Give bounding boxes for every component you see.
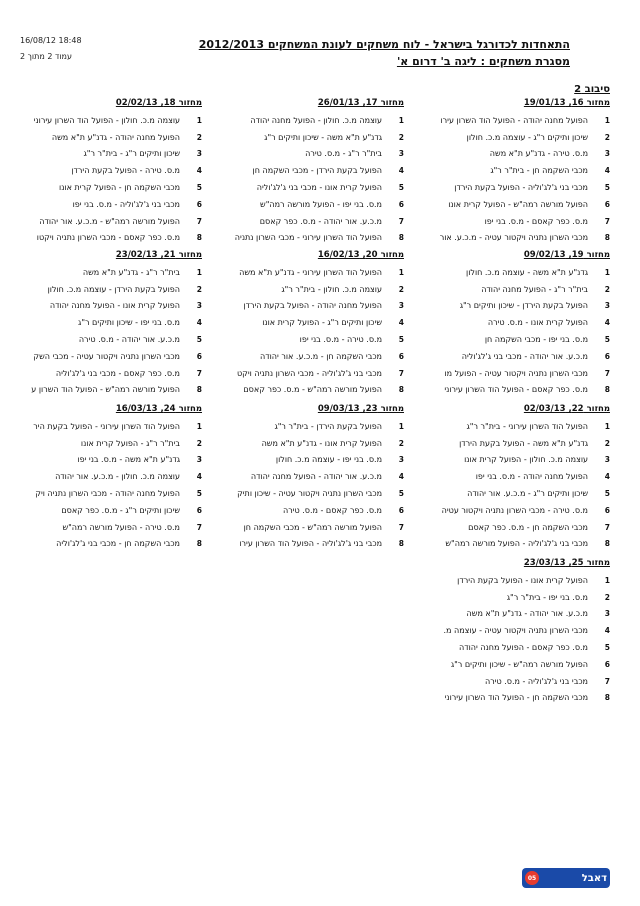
match-number: 8 — [604, 385, 610, 395]
round-block — [224, 98, 404, 246]
match-row — [22, 348, 202, 365]
match-teams: מ.ס. טירה - הפועל מורשה רמה"ש — [62, 522, 180, 532]
match-teams: גדנ"ע ת"א משה - שיכון ותיקים ר"ג — [264, 132, 382, 142]
match-number: 2 — [196, 284, 202, 294]
match-number: 1 — [604, 115, 610, 125]
match-row — [224, 485, 404, 502]
match-number: 7 — [196, 368, 202, 378]
match-row — [22, 452, 202, 469]
match-teams: הפועל קרית אונו - גדנ"ע ת"א משה — [261, 438, 382, 448]
print-date: 16/08/12 18:48 — [20, 36, 82, 45]
round-block — [22, 404, 202, 552]
match-number: 2 — [604, 592, 610, 602]
match-number: 8 — [604, 233, 610, 243]
match-number: 4 — [604, 626, 610, 636]
match-teams: בית"ר ר"ג - גדנ"ע ת"א משה — [82, 267, 180, 277]
match-number: 4 — [604, 166, 610, 176]
match-number: 5 — [398, 335, 404, 345]
match-teams: מ.ס. בני יפו - שיכון ותיקים ר"ג — [78, 318, 180, 328]
match-row — [224, 468, 404, 485]
match-teams: הפועל מחנה יהודה - הפועל בקעת הירדן — [243, 301, 382, 311]
match-row — [22, 365, 202, 382]
match-number: 8 — [196, 539, 202, 549]
match-number: 7 — [604, 522, 610, 532]
match-number: 2 — [604, 132, 610, 142]
match-teams: מ.כ.ע. אור יהודה - גדנ"ע ת"א משה — [466, 609, 588, 619]
round-header: מחזור 22, 02/03/13 — [523, 404, 610, 414]
match-teams: מכבי בני ג'לג'וליה - מ.ס. טירה — [484, 676, 588, 686]
match-teams: מכבי השקמה חן - מ.כ.ע. אור יהודה — [260, 351, 382, 361]
match-teams: הפועל הוד השרון עירוני - הפועל בקעת היר — [33, 421, 180, 431]
match-teams: הפועל מורשה רמה"ש - הפועל קרית אונו — [448, 199, 588, 209]
match-number: 1 — [604, 575, 610, 585]
match-row — [430, 365, 610, 382]
match-teams: מ.ס. כפר קאסם - מכבי בני ג'לג'וליה — [55, 368, 180, 378]
match-row — [430, 179, 610, 196]
match-row — [430, 213, 610, 230]
match-row — [224, 435, 404, 452]
match-row — [224, 348, 404, 365]
match-row — [22, 536, 202, 553]
match-number: 2 — [604, 438, 610, 448]
match-teams: מכבי השרון נתניה ויקטור עטיה - מ.כ.ע. אור — [439, 233, 588, 243]
match-number: 4 — [398, 318, 404, 328]
match-number: 7 — [398, 368, 404, 378]
match-number: 8 — [604, 539, 610, 549]
round-header: מחזור 21, 23/02/13 — [115, 250, 202, 260]
match-number: 4 — [604, 472, 610, 482]
match-row — [430, 418, 610, 435]
match-number: 7 — [398, 522, 404, 532]
match-number: 3 — [196, 455, 202, 465]
match-row — [430, 298, 610, 315]
match-row — [22, 196, 202, 213]
match-number: 1 — [398, 421, 404, 431]
match-teams: גדנ"ע ת"א משה - מ.ס. בני יפו — [77, 455, 180, 465]
match-number: 1 — [196, 421, 202, 431]
match-row — [224, 314, 404, 331]
match-teams: עוצמה מ.כ. חולון - הפועל הוד השרון עירוני — [33, 115, 180, 125]
match-row — [224, 281, 404, 298]
match-row — [430, 502, 610, 519]
match-row — [224, 519, 404, 536]
match-row — [224, 365, 404, 382]
match-number: 6 — [196, 351, 202, 361]
match-row — [430, 230, 610, 247]
match-number: 8 — [196, 233, 202, 243]
match-number: 7 — [604, 216, 610, 226]
match-number: 4 — [398, 472, 404, 482]
match-teams: בית"ר ר"ג - הפועל קרית אונו — [80, 438, 180, 448]
match-teams: מכבי בני ג'לג'וליה - הפועל בקעת הירדן — [454, 183, 588, 193]
match-number: 8 — [398, 233, 404, 243]
match-row — [224, 146, 404, 163]
match-row — [22, 435, 202, 452]
match-row — [430, 146, 610, 163]
match-row — [22, 382, 202, 399]
match-number: 5 — [604, 183, 610, 193]
match-number: 6 — [398, 505, 404, 515]
match-number: 8 — [398, 539, 404, 549]
match-teams: מ.ס. טירה - הפועל בקעת הירדן — [71, 166, 180, 176]
round-block — [22, 250, 202, 398]
match-teams: עוצמה מ.כ. חולון - בית"ר ר"ג — [281, 284, 382, 294]
match-row — [224, 452, 404, 469]
match-number: 5 — [604, 489, 610, 499]
match-number: 4 — [604, 318, 610, 328]
match-number: 6 — [196, 199, 202, 209]
match-row — [430, 112, 610, 129]
match-number: 2 — [398, 438, 404, 448]
match-number: 1 — [398, 267, 404, 277]
match-teams: הפועל הוד השרון עירוני - בית"ר ר"ג — [466, 421, 588, 431]
match-teams: מ.ס. טירה - מכבי השרון נתניה ויקטור עטיה — [441, 505, 588, 515]
ball-icon: 05 — [525, 871, 539, 885]
match-teams: מכבי השקמה חן - מכבי בני ג'לג'וליה — [56, 539, 180, 549]
match-row — [430, 622, 610, 639]
match-teams: הפועל בקעת הירדן - עוצמה מ.כ. חולון — [47, 284, 180, 294]
match-row — [430, 435, 610, 452]
match-number: 5 — [604, 335, 610, 345]
match-number: 1 — [398, 115, 404, 125]
match-number: 5 — [196, 489, 202, 499]
match-row — [22, 519, 202, 536]
match-teams: הפועל בקעת הירדן - מכבי השקמה חן — [252, 166, 382, 176]
match-teams: מ.ס. בני יפו - הפועל מורשה רמה"ש — [260, 199, 382, 209]
match-number: 2 — [196, 132, 202, 142]
match-number: 5 — [604, 643, 610, 653]
match-teams: הפועל מחנה יהודה - גדנ"ע ת"א משה — [51, 132, 180, 142]
match-row — [430, 485, 610, 502]
match-teams: מכבי השקמה חן - מ.ס. כפר קאסם — [468, 522, 588, 532]
site-logo — [522, 868, 610, 888]
match-teams: הפועל קרית אונו - הפועל מחנה יהודה — [49, 301, 180, 311]
match-teams: הפועל קרית אונו - מכבי בני ג'לג'וליה — [256, 183, 382, 193]
match-teams: הפועל מחנה יהודה - מ.ס. בני יפו — [475, 472, 588, 482]
match-row — [22, 331, 202, 348]
match-teams: מכבי בני ג'לג'וליה - מ.ס. בני יפו — [72, 199, 180, 209]
match-number: 6 — [604, 199, 610, 209]
match-row — [22, 502, 202, 519]
round-header: מחזור 19, 09/02/13 — [523, 250, 610, 260]
match-row — [22, 418, 202, 435]
match-teams: הפועל מורשה רמה"ש - מכבי השקמה חן — [243, 522, 382, 532]
match-number: 3 — [398, 301, 404, 311]
match-teams: הפועל בקעת הירדן - שיכון ותיקים ר"ג — [459, 301, 588, 311]
round-block — [224, 404, 404, 552]
match-teams: מכבי השקמה חן - הפועל הוד השרון עירוני — [444, 693, 588, 703]
match-teams: שיכון ותיקים ר"ג - מ.כ.ע. אור יהודה — [467, 489, 588, 499]
match-row — [430, 589, 610, 606]
match-teams: מכבי השקמה חן - הפועל קרית אונו — [59, 183, 180, 193]
match-teams: מכבי בני ג'לג'וליה - הפועל הוד השרון עירו — [239, 539, 382, 549]
match-teams: מ.ס. בני יפו - מכבי השקמה חן — [484, 335, 588, 345]
match-number: 7 — [196, 522, 202, 532]
match-teams: הפועל הוד השרון עירוני - גדנ"ע ת"א משה — [239, 267, 382, 277]
match-row — [22, 129, 202, 146]
match-row — [430, 572, 610, 589]
match-teams: הפועל מורשה רמה"ש - מ.כ.ע. אור יהודה — [39, 216, 180, 226]
match-teams: הפועל מחנה יהודה - מכבי השרון נתניה ויק — [35, 489, 180, 499]
match-teams: מ.ס. כפר קאסם - מכבי השרון נתניה ויקטו — [36, 233, 180, 243]
match-number: 4 — [196, 472, 202, 482]
round-header: מחזור 18, 02/02/13 — [115, 98, 202, 108]
match-teams: מ.ס. כפר קאסם - מ.ס. טירה — [282, 505, 382, 515]
match-row — [224, 418, 404, 435]
match-teams: מכבי בני ג'לג'וליה - מכבי השרון נתניה ויקט — [236, 368, 382, 378]
match-number: 3 — [398, 455, 404, 465]
match-number: 7 — [604, 676, 610, 686]
match-row — [430, 196, 610, 213]
match-row — [430, 129, 610, 146]
match-number: 2 — [398, 284, 404, 294]
match-row — [224, 162, 404, 179]
page-number: עמוד 2 מתוך 2 — [20, 52, 72, 61]
match-number: 6 — [196, 505, 202, 515]
match-teams: מכבי השקמה חן - בית"ר ר"ג — [490, 166, 588, 176]
match-teams: בית"ר ר"ג - מ.ס. טירה — [305, 149, 382, 159]
match-teams: שיכון ותיקים ר"ג - הפועל קרית אונו — [262, 318, 382, 328]
match-teams: מכבי השרון נתניה ויקטור עטיה - שיכון ותיק — [237, 489, 382, 499]
match-number: 2 — [604, 284, 610, 294]
match-row — [224, 213, 404, 230]
match-row — [430, 536, 610, 553]
match-teams: שיכון ותיקים ר"ג - מ.ס. כפר קאסם — [61, 505, 180, 515]
match-teams: עוצמה מ.כ. חולון - הפועל מחנה יהודה — [250, 115, 382, 125]
round-header: מחזור 23, 09/03/13 — [317, 404, 404, 414]
match-teams: מ.ס. כפר קאסם - הפועל הוד השרון עירוני — [444, 385, 588, 395]
match-number: 8 — [398, 385, 404, 395]
round-header: מחזור 20, 16/02/13 — [317, 250, 404, 260]
match-row — [22, 179, 202, 196]
match-number: 2 — [196, 438, 202, 448]
logo-text: דאבל — [581, 872, 607, 884]
match-number: 3 — [398, 149, 404, 159]
round-block — [224, 250, 404, 398]
match-number: 3 — [196, 301, 202, 311]
round-block — [430, 250, 610, 398]
page-title: התאחדות לכדורגל בישראל - לוח משחקים לעונת המשחקים 2012/2013 — [198, 38, 570, 51]
match-teams: הפועל מחנה יהודה - הפועל הוד השרון עירו — [440, 115, 588, 125]
match-row — [224, 196, 404, 213]
match-number: 8 — [604, 693, 610, 703]
match-row — [430, 452, 610, 469]
match-row — [22, 281, 202, 298]
match-number: 2 — [398, 132, 404, 142]
round-block — [430, 98, 610, 246]
match-teams: מ.ס. כפר קאסם - מ.ס. בני יפו — [484, 216, 588, 226]
match-row — [430, 656, 610, 673]
match-number: 3 — [604, 455, 610, 465]
match-number: 5 — [196, 183, 202, 193]
round-header: מחזור 16, 19/01/13 — [523, 98, 610, 108]
match-row — [22, 213, 202, 230]
match-teams: הפועל מורשה רמה"ש - הפועל הוד השרון ע — [31, 385, 180, 395]
match-number: 1 — [604, 421, 610, 431]
match-teams: גדנ"ע ת"א משה - הפועל בקעת הירדן — [459, 438, 588, 448]
match-number: 3 — [604, 609, 610, 619]
match-number: 3 — [604, 301, 610, 311]
match-row — [430, 264, 610, 281]
match-teams: הפועל מורשה רמה"ש - מ.ס. כפר קאסם — [243, 385, 382, 395]
match-teams: מכבי בני ג'לג'וליה - הפועל מורשה רמה"ש — [445, 539, 588, 549]
match-row — [430, 382, 610, 399]
match-teams: מ.כ.ע. אור יהודה - מ.ס. כפר קאסם — [259, 216, 382, 226]
match-teams: הפועל קרית אונו - מ.ס. טירה — [487, 318, 588, 328]
match-teams: מ.ס. כפר קאסם - הפועל מחנה יהודה — [459, 643, 588, 653]
match-number: 7 — [196, 216, 202, 226]
page-subtitle: מסגרת משחקים : ליגה ב' דרום א' — [396, 55, 570, 68]
match-number: 5 — [398, 183, 404, 193]
match-row — [224, 179, 404, 196]
match-teams: בית"ר ר"ג - הפועל מחנה יהודה — [481, 284, 588, 294]
match-teams: מ.כ.ע. אור יהודה - הפועל מחנה יהודה — [250, 472, 382, 482]
match-teams: עוצמה מ.כ. חולון - הפועל קרית אונו — [464, 455, 588, 465]
match-number: 3 — [196, 149, 202, 159]
match-teams: מ.כ.ע. אור יהודה - מ.ס. טירה — [78, 335, 180, 345]
match-teams: מכבי השרון נתניה ויקטור עטיה - הפועל מו — [444, 368, 588, 378]
match-row — [430, 348, 610, 365]
match-teams: הפועל מורשה רמה"ש - שיכון ותיקים ר"ג — [450, 659, 588, 669]
match-teams: מכבי השרון נתניה ויקטור עטיה - מכבי השק — [33, 351, 180, 361]
match-row — [22, 162, 202, 179]
match-number: 6 — [398, 351, 404, 361]
match-row — [22, 112, 202, 129]
match-row — [22, 468, 202, 485]
match-row — [22, 314, 202, 331]
match-number: 4 — [398, 166, 404, 176]
match-number: 6 — [604, 505, 610, 515]
match-row — [430, 468, 610, 485]
match-number: 6 — [398, 199, 404, 209]
match-row — [224, 331, 404, 348]
match-teams: עוצמה מ.כ. חולון - מ.כ.ע. אור יהודה — [55, 472, 180, 482]
round-header: מחזור 24, 16/03/13 — [115, 404, 202, 414]
match-row — [224, 298, 404, 315]
match-row — [224, 264, 404, 281]
match-number: 5 — [196, 335, 202, 345]
match-row — [224, 382, 404, 399]
match-teams: מכבי השרון נתניה ויקטור עטיה - עוצמה מ. — [443, 626, 588, 636]
match-teams: שיכון ותיקים ר"ג - עוצמה מ.כ. חולון — [466, 132, 588, 142]
match-teams: גדנ"ע ת"א משה - עוצמה מ.כ. חולון — [466, 267, 588, 277]
match-row — [224, 502, 404, 519]
round-title: סיבוב 2 — [574, 84, 610, 95]
round-block — [22, 98, 202, 246]
match-row — [430, 314, 610, 331]
match-number: 6 — [604, 659, 610, 669]
match-row — [430, 606, 610, 623]
match-row — [22, 230, 202, 247]
match-row — [224, 129, 404, 146]
match-teams: מ.ס. טירה - גדנ"ע ת"א משה — [489, 149, 588, 159]
match-number: 4 — [196, 318, 202, 328]
match-number: 5 — [398, 489, 404, 499]
match-number: 1 — [196, 267, 202, 277]
match-teams: מ.ס. בני יפו - בית"ר ר"ג — [506, 592, 588, 602]
match-teams: הפועל בקעת הירדן - בית"ר ר"ג — [274, 421, 382, 431]
round-header: מחזור 25, 23/03/13 — [523, 558, 610, 568]
match-teams: מ.ס. טירה - מ.ס. בני יפו — [299, 335, 382, 345]
match-row — [224, 536, 404, 553]
match-row — [430, 673, 610, 690]
match-teams: הפועל קרית אונו - הפועל בקעת הירדן — [457, 575, 588, 585]
match-row — [22, 298, 202, 315]
match-row — [430, 162, 610, 179]
match-teams: מ.ס. בני יפו - עוצמה מ.כ. חולון — [275, 455, 382, 465]
match-number: 1 — [196, 115, 202, 125]
match-number: 7 — [398, 216, 404, 226]
match-number: 8 — [196, 385, 202, 395]
match-row — [22, 146, 202, 163]
match-row — [22, 485, 202, 502]
match-row — [22, 264, 202, 281]
round-block — [430, 404, 610, 552]
match-row — [430, 519, 610, 536]
match-row — [430, 281, 610, 298]
match-teams: שיכון ותיקים ר"ג - בית"ר ר"ג — [83, 149, 180, 159]
match-row — [430, 690, 610, 707]
match-row — [224, 112, 404, 129]
match-number: 1 — [604, 267, 610, 277]
match-number: 3 — [604, 149, 610, 159]
round-block — [430, 558, 610, 706]
match-teams: מ.כ.ע. אור יהודה - מכבי בני ג'לג'וליה — [461, 351, 588, 361]
match-row — [430, 639, 610, 656]
match-number: 7 — [604, 368, 610, 378]
match-row — [430, 331, 610, 348]
match-teams: הפועל הוד השרון עירוני - מכבי השרון נתניה — [234, 233, 382, 243]
match-number: 4 — [196, 166, 202, 176]
match-number: 6 — [604, 351, 610, 361]
match-row — [224, 230, 404, 247]
round-header: מחזור 17, 26/01/13 — [317, 98, 404, 108]
